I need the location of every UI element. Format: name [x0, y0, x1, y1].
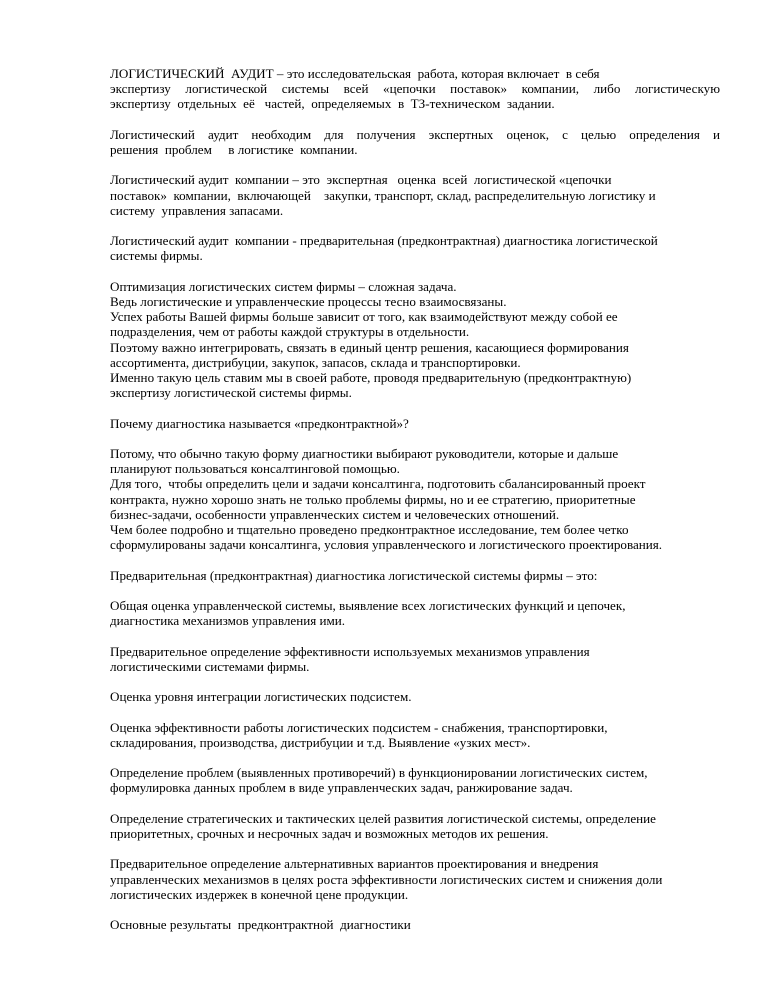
- text-line: управленческих механизмов в целях роста эффективности логистических систем и снижения доли: [110, 871, 663, 887]
- paragraph: [110, 279, 720, 401]
- paragraph: [110, 172, 720, 218]
- text-line: диагностика механизмов управления ими.: [110, 613, 346, 629]
- text-line: системы фирмы.: [110, 248, 203, 264]
- text-line: подразделения, чем от работы каждой структуры в отдельности.: [110, 324, 470, 340]
- text-line: приоритетных, срочных и несрочных задач и возможных методов их решения.: [110, 825, 549, 841]
- text-line: Логистический аудит компании - предварительная (предконтрактная) диагностика логистической: [110, 233, 658, 249]
- text-line: логистическими системами фирмы.: [110, 658, 310, 674]
- paragraph: [110, 811, 720, 841]
- paragraph: [110, 66, 720, 112]
- paragraph: [110, 720, 720, 750]
- paragraph: [110, 233, 720, 263]
- paragraph: [110, 416, 720, 431]
- paragraph: [110, 689, 720, 704]
- text-line: Именно такую цель ставим мы в своей работе, проводя предварительную (предконтрактную): [110, 370, 632, 385]
- text-line: логистических издержек в конечной цене продукции.: [110, 886, 409, 902]
- text-line: планируют пользоваться консалтинговой помощью.: [110, 461, 400, 477]
- text-line: Определение стратегических и тактических целей развития логистической системы, определение: [110, 810, 656, 826]
- text-line: экспертизу логистической системы фирмы.: [110, 385, 352, 401]
- text-line: поставок» компании, включающей закупки, транспорт, склад, распределительную логистику и: [110, 187, 656, 203]
- text-line: решения проблем в логистике компании.: [110, 142, 358, 157]
- text-line: экспертизу отдельных её частей, определяемых в ТЗ-техническом задании.: [110, 96, 555, 112]
- text-line: Успех работы Вашей фирмы больше зависит от того, как взаимодействуют между собой ее: [110, 309, 618, 325]
- text-line: Оценка эффективности работы логистических подсистем - снабжения, транспортировки,: [110, 719, 608, 735]
- text-line: сформулированы задачи консалтинга, условия управленческого и логистического проектирования.: [110, 537, 663, 553]
- text-line: Предварительное определение эффективности используемых механизмов управления: [110, 643, 590, 659]
- text-line: Оценка уровня интеграции логистических подсистем.: [110, 689, 412, 705]
- text-line: Чем более подробно и тщательно проведено предконтрактное исследование, тем более четко: [110, 522, 629, 537]
- text-line: Поэтому важно интегрировать, связать в единый центр решения, касающиеся формирования: [110, 339, 629, 355]
- paragraph: [110, 917, 720, 932]
- text-line: Почему диагностика называется «предконтрактной»?: [110, 415, 409, 431]
- text-line: Логистический аудит компании – это экспертная оценка всей логистической «цепочки: [110, 172, 612, 188]
- text-line: ассортимента, дистрибуции, закупок, запасов, склада и транспортировки.: [110, 354, 521, 370]
- text-line: Для того, чтобы определить цели и задачи консалтинга, подготовить сбалансированный проект: [110, 476, 646, 492]
- text-line: систему управления запасами.: [110, 202, 284, 218]
- text-line: Оптимизация логистических систем фирмы – сложная задача.: [110, 278, 457, 294]
- text-line: складирования, производства, дистрибуции и т.д. Выявление «узких мест».: [110, 734, 531, 750]
- document-page: [110, 66, 720, 948]
- paragraph: [110, 644, 720, 674]
- text-line: Определение проблем (выявленных противоречий) в функционировании логистических систем,: [110, 765, 648, 781]
- text-line: Общая оценка управленческой системы, выявление всех логистических функций и цепочек,: [110, 597, 626, 613]
- text-line: Основные результаты предконтрактной диагностики: [110, 917, 411, 933]
- paragraph: [110, 446, 720, 552]
- text-line: Ведь логистические и управленческие процессы тесно взаимосвязаны.: [110, 293, 507, 309]
- text-line: Предварительная (предконтрактная) диагностика логистической системы фирмы – это:: [110, 567, 598, 583]
- text-line: формулировка данных проблем в виде управленческих задач, ранжирование задач.: [110, 780, 573, 796]
- text-line: Потому, что обычно такую форму диагностики выбирают руководители, которые и дальше: [110, 445, 619, 461]
- paragraph: [110, 856, 720, 902]
- text-line: бизнес-задачи, особенности управленческих систем и человеческих отношений.: [110, 506, 560, 522]
- text-line: экспертизу логистической системы всей «цепочки поставок» компании, либо логистическую: [110, 81, 720, 97]
- paragraph: [110, 127, 720, 157]
- text-line: Предварительное определение альтернативных вариантов проектирования и внедрения: [110, 856, 599, 872]
- text-line: Логистический аудит необходим для получения экспертных оценок, с целью определения и: [110, 126, 720, 142]
- paragraph: [110, 765, 720, 795]
- paragraph: [110, 568, 720, 583]
- paragraph: [110, 598, 720, 628]
- text-line: ЛОГИСТИЧЕСКИЙ АУДИТ – это исследовательская работа, которая включает в себя: [110, 66, 600, 81]
- text-line: контракта, нужно хорошо знать не только проблемы фирмы, но и ее стратегию, приоритетные: [110, 491, 636, 507]
